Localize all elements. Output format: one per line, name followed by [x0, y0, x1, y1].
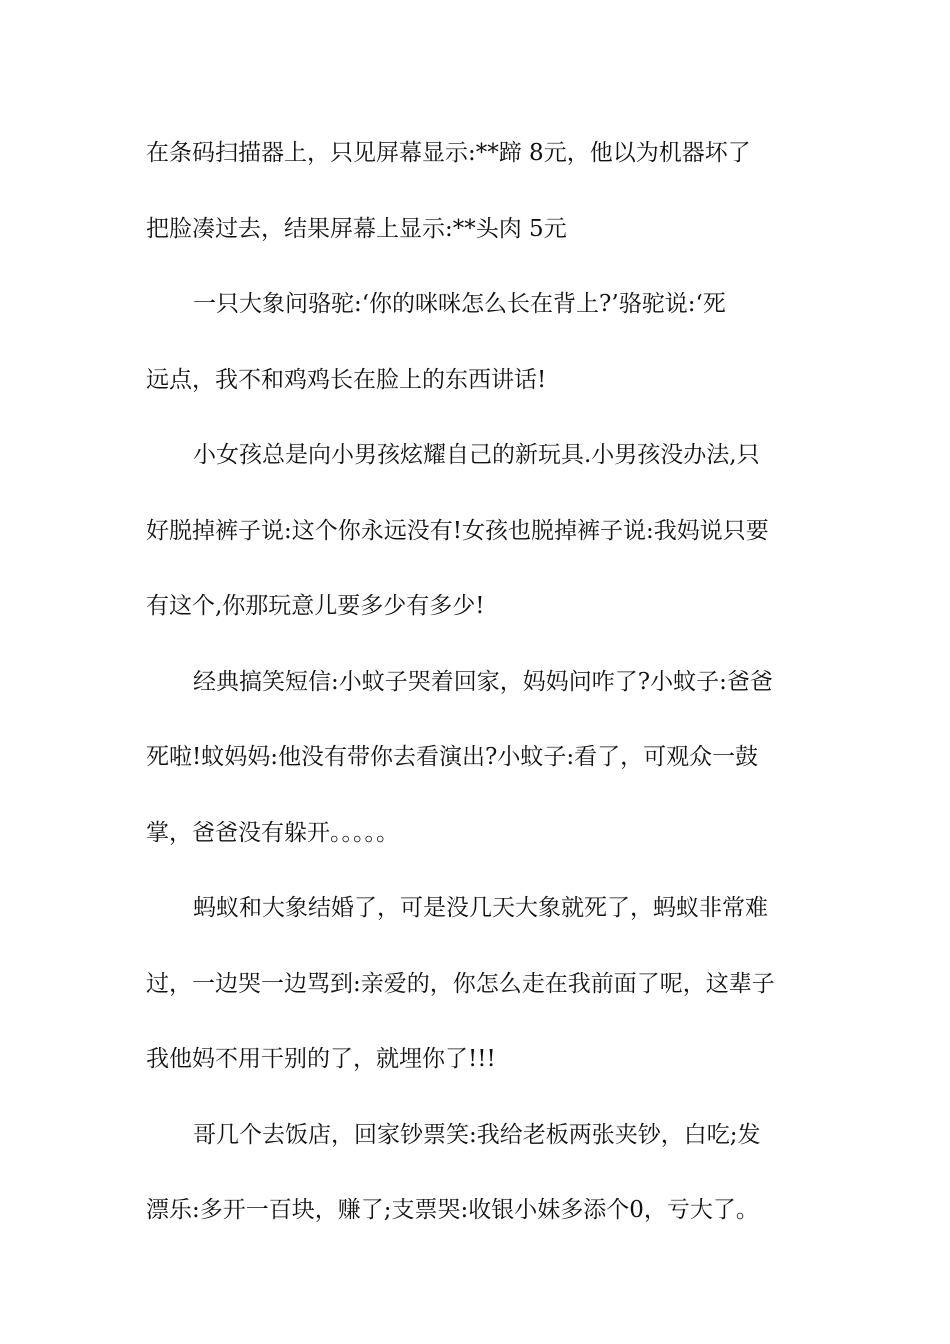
text-line: 掌，爸爸没有躲开。。。。。	[146, 819, 399, 846]
paragraph-start-line: 哥几个去饭店，回家钞票笑:我给老板两张夹钞，白吃;发	[193, 1121, 761, 1148]
paragraph-start-line: 小女孩总是向小男孩炫耀自己的新玩具.小男孩没办法,只	[193, 442, 760, 468]
document-body	[146, 130, 810, 1263]
text-line: 远点，我不和鸡鸡长在脸上的东西讲话!	[146, 366, 547, 393]
paragraph-start-line: 一只大象问骆驼:‘你的咪咪怎么长在背上?’骆驼说:‘死	[193, 291, 726, 317]
text-line: 有这个,你那玩意儿要多少有多少!	[146, 593, 485, 619]
paragraph-start-line: 经典搞笑短信:小蚊子哭着回家，妈妈问咋了?小蚊子:爸爸	[193, 668, 773, 695]
text-line: 把脸凑过去，结果屏幕上显示:**头肉 5元	[146, 215, 567, 242]
text-line: 死啦!蚊妈妈:他没有带你去看演出?小蚊子:看了，可观众一鼓	[146, 744, 759, 770]
text-line: 过，一边哭一边骂到:亲爱的，你怎么走在我前面了呢，这辈子	[146, 970, 775, 997]
text-line: 漂乐:多开一百块，赚了;支票哭:收银小妹多添个0，亏大了。	[146, 1197, 759, 1223]
text-line: 我他妈不用干别的了，就埋你了!!!	[146, 1046, 496, 1072]
text-line: 在条码扫描器上，只见屏幕显示:**蹄 8元，他以为机器坏了	[146, 140, 751, 166]
text-line: 好脱掉裤子说:这个你永远没有!女孩也脱掉裤子说:我妈说只要	[146, 517, 769, 544]
paragraph-start-line: 蚂蚁和大象结婚了，可是没几天大象就死了，蚂蚁非常难	[193, 895, 768, 921]
